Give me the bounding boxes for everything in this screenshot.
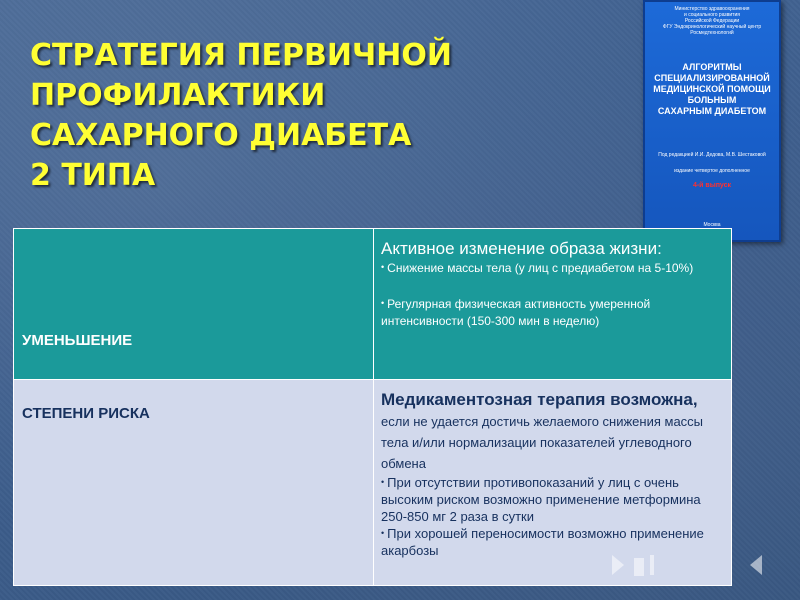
bullet-item bbox=[381, 259, 727, 277]
strategy-table bbox=[13, 228, 732, 586]
content-cell bbox=[374, 229, 732, 380]
book-publisher bbox=[651, 6, 773, 36]
row-label-cell bbox=[14, 380, 374, 586]
book-publisher-line: и социального развития bbox=[684, 12, 740, 18]
bullet-item bbox=[381, 295, 727, 330]
next-arrow-icon bbox=[750, 555, 762, 575]
book-publisher-line: Росмедтехнологий bbox=[690, 30, 734, 36]
bullet-text: При хорошей переносимости возможно применение акарбозы bbox=[381, 526, 704, 558]
title-line: 2 ТИПА bbox=[30, 158, 156, 193]
bullet-item bbox=[381, 474, 727, 525]
bullet-text: Регулярная физическая активность умеренной интенсивности (150-300 мин в неделю) bbox=[381, 297, 651, 328]
book-title-line: САХАРНЫМ ДИАБЕТОМ bbox=[657, 106, 767, 116]
previous-arrow-icon bbox=[612, 555, 624, 575]
book-title-line: МЕДИЦИНСКОЙ ПОМОЩИ bbox=[653, 84, 771, 94]
cell-heading-bold: Медикаментозная терапия возможна, bbox=[381, 390, 698, 409]
slide-title bbox=[30, 36, 590, 196]
bullet-icon: • bbox=[381, 477, 385, 487]
cell-body bbox=[381, 474, 727, 559]
slide-navigation-icon[interactable] bbox=[612, 550, 762, 580]
book-edition: издание четвертое дополненное bbox=[674, 168, 750, 174]
book-publisher-line: Министерство здравоохранения bbox=[674, 6, 750, 12]
book-editors: Под редакцией И.И. Дедова, М.В. Шестаковой bbox=[658, 152, 766, 158]
cell-heading: Активное изменение образа жизни: bbox=[381, 239, 662, 258]
cell-heading-rest: если не удается достичь желаемого снижения массы тела и/или нормализации показателей углеводного обмена bbox=[381, 414, 704, 471]
book-city: Москва bbox=[703, 222, 721, 228]
book-issue: 4-й выпуск bbox=[692, 182, 732, 189]
cell-body bbox=[381, 259, 727, 330]
row-label: УМЕНЬШЕНИЕ bbox=[22, 332, 133, 349]
book-title bbox=[649, 62, 775, 117]
cell-heading bbox=[381, 390, 727, 474]
bullet-icon: • bbox=[381, 262, 385, 272]
bullet-icon: • bbox=[381, 528, 385, 538]
row-label-cell bbox=[14, 229, 374, 380]
title-line: САХАРНОГО ДИАБЕТА bbox=[30, 118, 412, 153]
book-publisher-line: ФГУ Эндокринологический научный центр bbox=[662, 24, 762, 30]
book-publisher-line: Российской Федерации bbox=[684, 18, 740, 24]
title-line: СТРАТЕГИЯ ПЕРВИЧНОЙ bbox=[30, 38, 452, 73]
menu-icon bbox=[634, 558, 644, 576]
pen-icon bbox=[650, 555, 654, 575]
table-row bbox=[14, 229, 732, 380]
title-line: ПРОФИЛАКТИКИ bbox=[30, 78, 326, 113]
bullet-icon: • bbox=[381, 298, 385, 308]
book-title-line: АЛГОРИТМЫ bbox=[682, 62, 742, 72]
row-label: СТЕПЕНИ РИСКА bbox=[22, 405, 150, 422]
bullet-text: При отсутствии противопоказаний у лиц с очень высоким риском возможно применение метформина 250-850 мг 2 раза в сутки bbox=[381, 475, 701, 524]
book-title-line: БОЛЬНЫМ bbox=[687, 95, 737, 105]
book-cover-image bbox=[643, 0, 781, 242]
book-title-line: СПЕЦИАЛИЗИРОВАННОЙ bbox=[654, 73, 770, 83]
bullet-text: Снижение массы тела (у лиц с предиабетом на 5-10%) bbox=[387, 261, 694, 275]
